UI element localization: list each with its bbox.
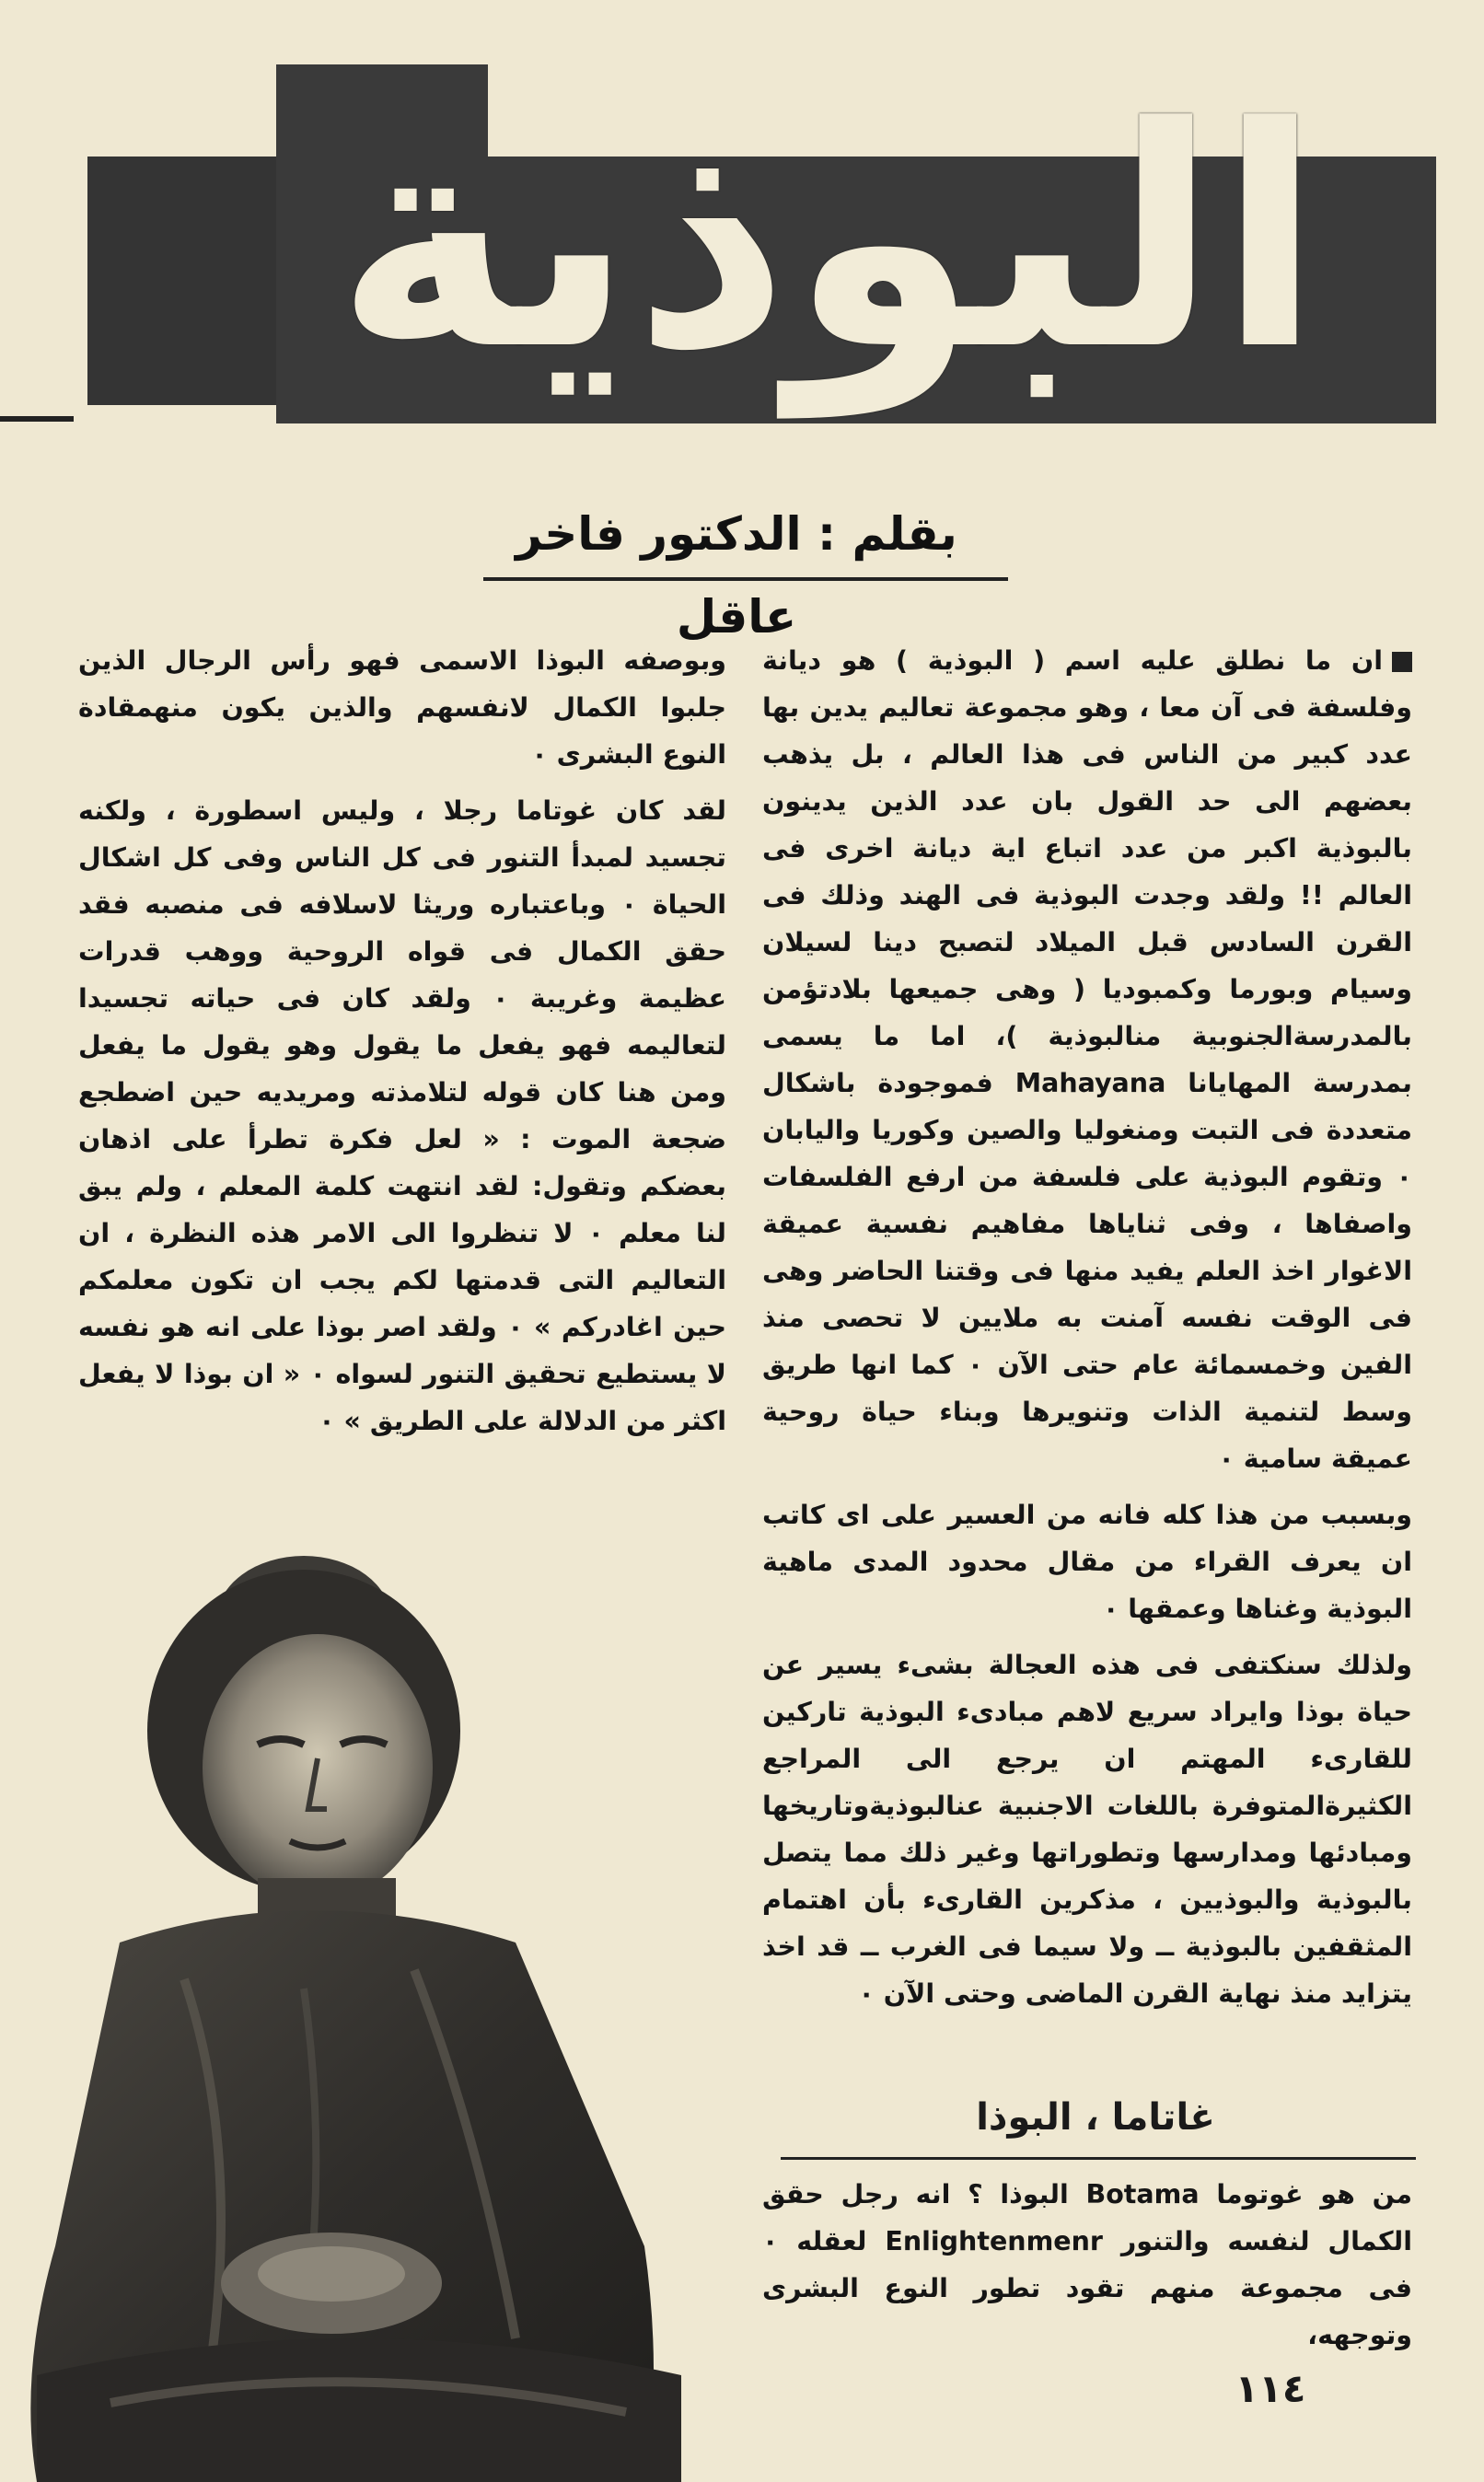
byline-underline: [483, 577, 1008, 581]
right-column-continued: [762, 2171, 1412, 2368]
square-bullet-icon: [1392, 652, 1412, 672]
paragraph: [762, 637, 1412, 1482]
page-number: ١١٤: [1235, 2366, 1306, 2411]
paragraph-text: ان ما نطلق عليه اسم ( البوذية ) هو ديانة وفلسفة فى آن معا ، وهو مجموعة تعاليم يدين بها عدد كبير من الناس فى هذا العالم ، بل يذهب بعضهم الى حد القول بان عدد الذين يدينون بالبوذية اكبر من عدد اتباع اية ديانة اخرى فى العالم !! ولقد وجدت البوذية فى الهند وذلك فى القرن السادس قبل الميلاد لتصبح دينا لسيلان وسيام وبورما وكمبوديا ( وهى جميعها بلادتؤمن بالمدرسةالجنوبية منالبوذية )، اما ما يسمى بمدرسة المهايانا Mahayana فموجودة باشكال متعددة فى التبت ومنغوليا والصين وكوريا واليابان ٠ وتقوم البوذية على فلسفة من ارفع الفلسفات واصفاها ، وفى ثناياها مفاهيم نفسية عميقة الاغوار اخذ العلم يفيد منها فى وقتنا الحاضر وهى فى الوقت نفسه آمنت به ملايين لا تحصى منذ الفين وخمسمائة عام حتى الآن ٠ كما انها طريق وسط لتنمية الذات وتنويرها وبناء حياة روحية عميقة سامية ٠: [762, 645, 1412, 1474]
subhead-rule: [781, 2157, 1416, 2160]
right-column: [762, 637, 1412, 2026]
paragraph: لقد كان غوتاما رجلا ، وليس اسطورة ، ولكنه تجسيد لمبدأ التنور فى كل الناس وفى كل اشكال الحياة ٠ وباعتباره وريثا لاسلافه فى منصبه فقد حقق الكمال فى قواه الروحية ووهب قدرات عظيمة وغريبة ٠ ولقد كان فى حياته تجسيدا لتعاليمه فهو يفعل ما يقول وهو يقول ما يفعل ومن هنا كان قوله لتلامذته ومريديه حين اضطجع ضجعة الموت : « لعل فكرة تطرأ على اذهان بعضكم وتقول: لقد انتهت كلمة المعلم ، ولم يبق لنا معلم ٠ لا تنظروا الى الامر هذه النظرة ، ان التعاليم التى قدمتها لكم يجب ان تكون معلمكم حين اغادركم » ٠ ولقد اصر بوذا على انه هو نفسه لا يستطيع تحقيق التنور لسواه ٠ « ان بوذا لا يفعل اكثر من الدلالة على الطريق » ٠: [78, 795, 726, 1436]
buddha-statue-photo: [0, 1547, 718, 2482]
paragraph: وبوصفه البوذا الاسمى فهو رأس الرجال الذين جلبوا الكمال لانفسهم والذين يكون منهمقادة النوع البشرى ٠: [78, 645, 726, 770]
section-subhead: غاتاما ، البوذا: [976, 2096, 1215, 2139]
paragraph: وبسبب من هذا كله فانه من العسير على اى كاتب ان يعرف القراء من مقال محدود المدى ماهية البوذية وغناها وعمقها ٠: [762, 1500, 1412, 1624]
masthead-rule: [0, 416, 74, 422]
byline: بقلم : الدكتور فاخر عاقل: [516, 507, 957, 644]
paragraph: ولذلك سنكتفى فى هذه العجالة بشىء يسير عن حياة بوذا وايراد سريع لاهم مبادىء البوذية تاركين للقارىء المهتم ان يرجع الى المراجع الكثيرةالمتوفرة باللغات الاجنبية عنالبوذيةوتاريخها ومبادئها ومدارسها وتطوراتها وغير ذلك مما يتصل بالبوذية والبوذيين ، مذكرين القارىء بأن اهتمام المثقفين بالبوذية ــ ولا سيما فى الغرب ــ قد اخذ يتزايد منذ نهاية القرن الماضى وحتى الآن ٠: [762, 1650, 1412, 2009]
masthead-title: البوذية: [334, 63, 1323, 416]
paragraph: من هو غوتوما Botama البوذا ؟ انه رجل حقق الكمال لنفسه والتنور Enlightenmenr لعقله ٠ فى مجموعة منهم تقود تطور النوع البشرى وتوجهه،: [762, 2179, 1412, 2350]
left-column: [78, 637, 726, 1454]
